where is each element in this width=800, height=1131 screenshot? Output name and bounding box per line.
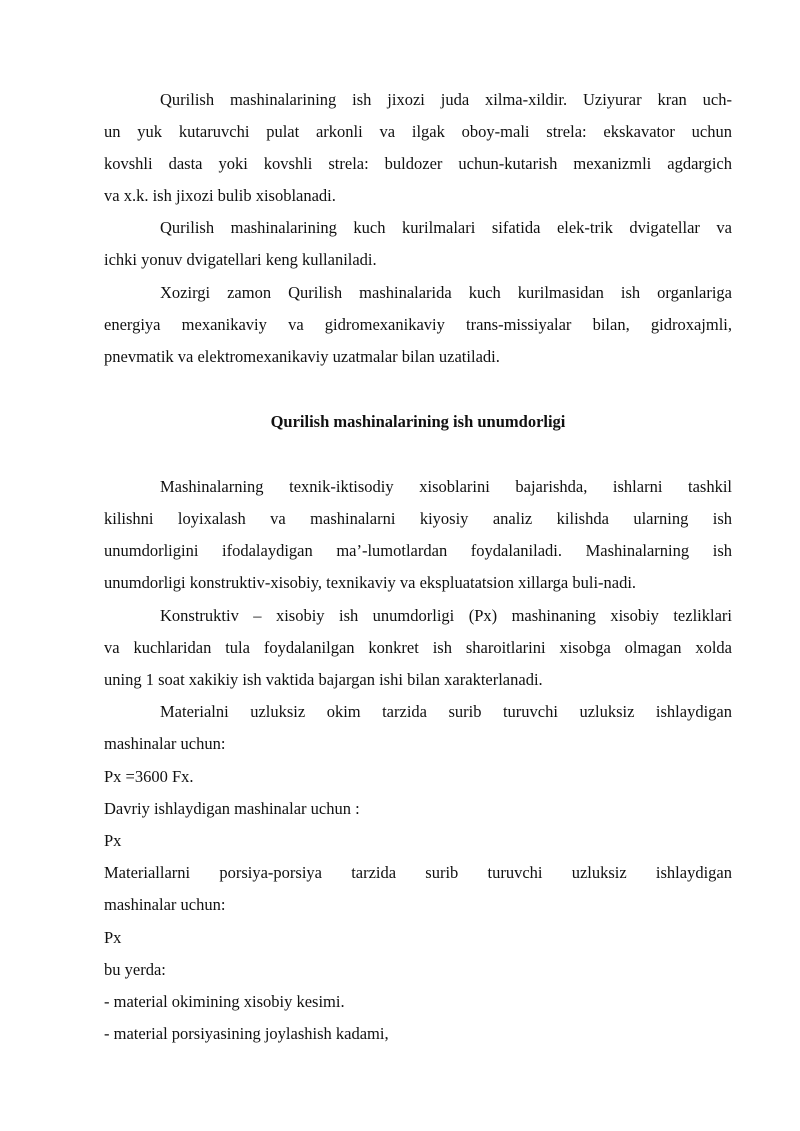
- paragraph-1-line-4: va x.k. ish jixozi bulib xisoblanadi.: [104, 186, 336, 205]
- paragraph-7: Davriy ishlaydigan mashinalar uchun :: [104, 799, 360, 818]
- paragraph-4-line-2: kilishni loyixalash va mashinalarni kiyosiy analiz kilishda ularning ish: [104, 509, 732, 528]
- formula-cyclic: Px: [104, 831, 122, 850]
- paragraph-6-line-1: Materialni uzluksiz okim tarzida surib turuvchi uzluksiz ishlaydigan: [160, 702, 732, 721]
- paragraph-1-line-1: Qurilish mashinalarining ish jixozi juda xilma-xildir. Uziyurar kran uch-: [160, 90, 732, 109]
- paragraph-5-line-1: Konstruktiv – xisobiy ish unumdorligi (Px) mashinaning xisobiy tezliklari: [160, 606, 732, 625]
- paragraph-9: bu yerda:: [104, 960, 166, 979]
- formula-continuous: Px =3600 Fx.: [104, 767, 194, 786]
- paragraph-5-line-2: va kuchlaridan tula foydalanilgan konkret ish sharoitlarini xisobga olmagan xolda: [104, 638, 732, 657]
- paragraph-4-line-3: unumdorligini ifodalaydigan ma’-lumotlardan foydalaniladi. Mashinalarning ish: [104, 541, 732, 560]
- list-item: - material okimining xisobiy kesimi.: [104, 992, 345, 1011]
- paragraph-8-line-1: Materiallarni porsiya-porsiya tarzida surib turuvchi uzluksiz ishlaydigan: [104, 863, 732, 882]
- paragraph-3-line-3: pnevmatik va elektromexanikaviy uzatmalar bilan uzatiladi.: [104, 347, 500, 366]
- paragraph-3-line-2: energiya mexanikaviy va gidromexanikaviy trans-missiyalar bilan, gidroxajmli,: [104, 315, 732, 334]
- list-item: - material porsiyasining joylashish kadami,: [104, 1024, 389, 1043]
- formula-portion: Px: [104, 928, 122, 947]
- paragraph-6-line-2: mashinalar uchun:: [104, 734, 226, 753]
- paragraph-1-line-3: kovshli dasta yoki kovshli strela: buldozer uchun-kutarish mexanizmli agdargich: [104, 154, 732, 173]
- paragraph-3-line-1: Xozirgi zamon Qurilish mashinalarida kuch kurilmasidan ish organlariga: [160, 283, 732, 302]
- paragraph-5-line-3: uning 1 soat xakikiy ish vaktida bajargan ishi bilan xarakterlanadi.: [104, 670, 543, 689]
- paragraph-4-line-1: Mashinalarning texnik-iktisodiy xisoblarini bajarishda, ishlarni tashkil: [160, 477, 732, 496]
- paragraph-2-line-2: ichki yonuv dvigatellari keng kullaniladi.: [104, 250, 377, 269]
- paragraph-8-line-2: mashinalar uchun:: [104, 895, 226, 914]
- paragraph-2-line-1: Qurilish mashinalarining kuch kurilmalari sifatida elek-trik dvigatellar va: [160, 218, 732, 237]
- section-heading: Qurilish mashinalarining ish unumdorligi: [270, 412, 566, 431]
- paragraph-4-line-4: unumdorligi konstruktiv-xisobiy, texnikaviy va ekspluatatsion xillarga buli-nadi.: [104, 573, 637, 592]
- paragraph-1-line-2: un yuk kutaruvchi pulat arkonli va ilgak oboy-mali strela: ekskavator uchun: [104, 122, 732, 141]
